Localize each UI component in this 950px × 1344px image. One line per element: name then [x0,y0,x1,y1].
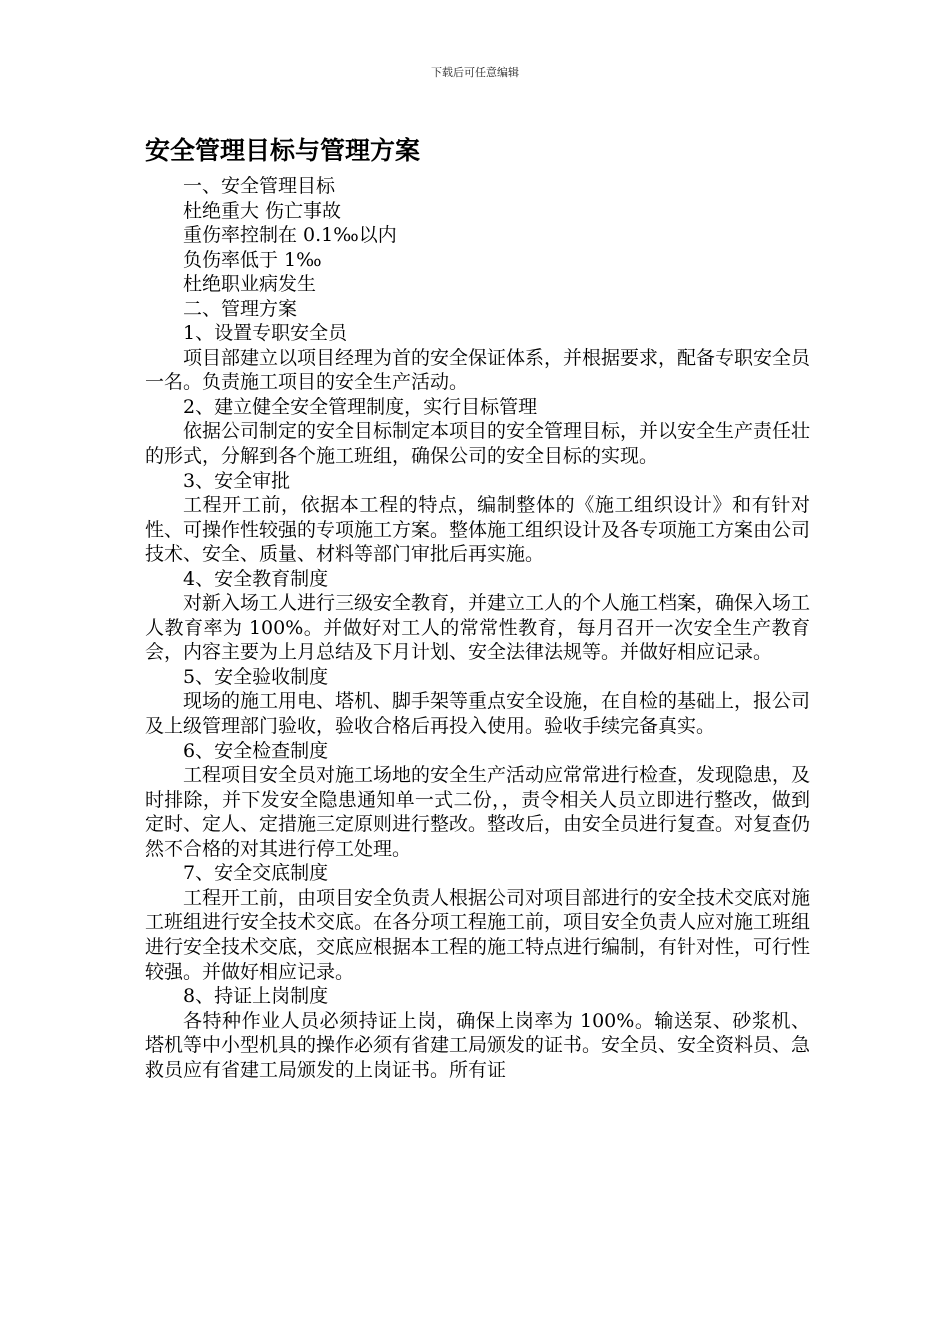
subsection-heading: 4、安全教育制度 [183,567,329,590]
paragraph: 依据公司制定的安全目标制定本项目的安全管理目标，并以安全生产责任壮的形式，分解到各个施工班组，确保公司的安全目标的实现。 [145,420,811,468]
section-heading-targets: 一、安全管理目标 [183,175,336,197]
subsection-heading: 7、安全交底制度 [183,862,329,885]
subsection-heading: 6、安全检查制度 [183,739,329,762]
paragraph: 现场的施工用电、塔机、脚手架等重点安全设施，在自检的基础上，报公司及上级管理部门验收，验收合格后再投入使用。验收手续完备真实。 [145,690,811,738]
subsection-heading: 8、持证上岗制度 [183,985,329,1008]
document-title: 安全管理目标与管理方案 [145,136,421,165]
document-body [145,174,810,1082]
subsection-heading: 2、建立健全安全管理制度，实行目标管理 [183,395,538,418]
section-heading-plan: 二、管理方案 [183,297,298,320]
page-header: 下载后可任意编辑 [431,66,519,79]
paragraph: 对新入场工人进行三级安全教育，并建立工人的个人施工档案，确保入场工人教育率为 100%。并做好对工人的常常性教育，每月召开一次安全生产教育会，内容主要为上月总结及下月计划、安全法律法规等。并做好相应记录。 [145,592,811,664]
subsection-heading: 1、设置专职安全员 [183,322,348,345]
paragraph: 工程开工前，由项目安全负责人根据公司对项目部进行的安全技术交底对施工班组进行安全技术交底。在各分项工程施工前，项目安全负责人应对施工班组进行安全技术交底，交底应根据本工程的施工特点进行编制，有针对性，可行性较强。并做好相应记录。 [145,886,811,983]
target-item: 杜绝重大 伤亡事故 [183,199,342,222]
paragraph: 各特种作业人员必须持证上岗，确保上岗率为 100%。输送泵、砂浆机、塔机等中小型机具的操作必须有省建工局颁发的证书。安全员、安全资料员、急救员应有省建工局颁发的上岗证书。所有证 [145,1009,811,1081]
target-item: 重伤率控制在 0.1‰以内 [183,224,397,247]
target-item: 杜绝职业病发生 [183,273,317,296]
subsection-heading: 3、安全审批 [183,469,291,492]
subsection-heading: 5、安全验收制度 [183,665,329,688]
paragraph: 工程项目安全员对施工场地的安全生产活动应常常进行检查，发现隐患，及时排除，并下发安全隐患通知单一式二份，，责令相关人员立即进行整改，做到定时、定人、定措施三定原则进行整改。整改后，由安全员进行复查。对复查仍然不合格的对其进行停工处理。 [145,764,811,860]
paragraph: 工程开工前，依据本工程的特点，编制整体的《施工组织设计》和有针对性、可操作性较强的专项施工方案。整体施工组织设计及各专项施工方案由公司技术、安全、质量、材料等部门审批后再实施。 [145,494,811,566]
target-item: 负伤率低于 1‰ [183,248,322,271]
paragraph: 项目部建立以项目经理为首的安全保证体系，并根据要求，配备专职安全员一名。负责施工项目的安全生产活动。 [145,346,811,394]
